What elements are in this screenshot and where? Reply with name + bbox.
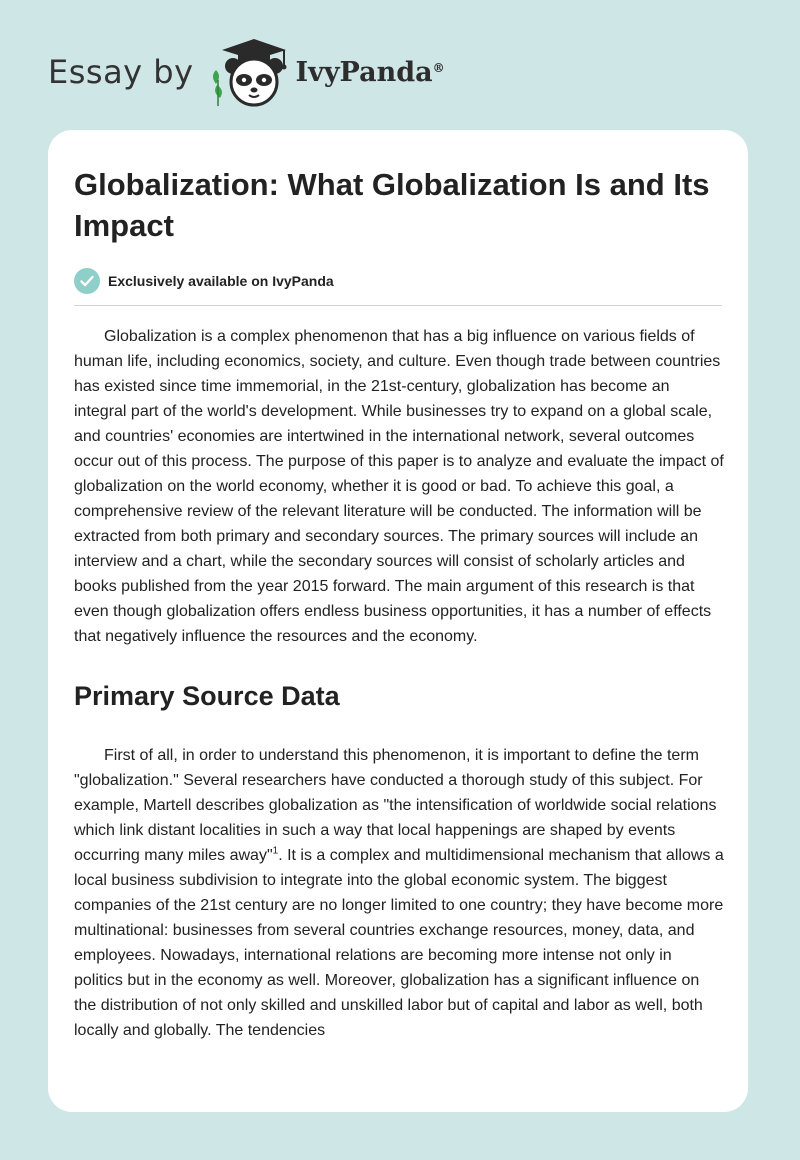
body-paragraph: [74, 743, 724, 1043]
paragraph-text: First of all, in order to understand this phenomenon, it is important to define the term "globalization." Several researchers have conducted a thorough study of this subject. For example, Martell describes globalization as "the intensification of worldwide social relations which link distant localities in such a way that local happenings are shaped by events occurring many miles away": [74, 747, 717, 864]
brand-name: IvyPanda®: [295, 56, 445, 88]
check-icon: [74, 268, 100, 294]
essay-title: Globalization: What Globalization Is and Its Impact: [74, 167, 710, 243]
intro-paragraph: Globalization is a complex phenomenon that has a big influence on various fields of human life, including economics, society, and culture. Even though trade between countries has existed since time immemorial, in the 21st-century, globalization has become an integral part of the world's development. While businesses try to expand on a global scale, and countries' economies are intertwined in the international network, several outcomes occur out of this process. The purpose of this paper is to analyze and evaluate the impact of globalization on the world economy, whether it is good or bad. To achieve this goal, a comprehensive review of the relevant literature will be conducted. The information will be extracted from both primary and secondary sources. The primary sources will include an interview and a chart, while the secondary sources will consist of scholarly articles and books published from the year 2015 forward. The main argument of this research is that even though globalization offers endless business opportunities, it has a number of effects that negatively influence the resources and the economy.: [74, 328, 724, 645]
paragraph-text: . It is a complex and multidimensional mechanism that allows a local business subdivision to integrate into the global economic system. The biggest companies of the 21st century are no longer limited to one country; they have become more multinational: businesses from several countries exchange resources, money, data, and employees. Nowadays, international relations are becoming more intense not only in politics but in the economy as well. Moreover, globalization has a significant influence on the distribution of not only skilled and unskilled labor but of capital and labor as well, both locally and globally. The tendencies: [74, 847, 724, 1039]
divider: [74, 305, 722, 306]
section-heading: Primary Source Data: [74, 681, 340, 711]
registered-mark: ®: [432, 60, 445, 75]
exclusive-badge: [74, 268, 722, 294]
footnote-marker[interactable]: 1: [272, 845, 279, 857]
site-header: [48, 36, 445, 108]
essay-by-label: Essay by: [48, 53, 194, 91]
panda-graduate-icon: [208, 36, 290, 108]
essay-card: [48, 130, 748, 1112]
exclusive-label: Exclusively available on IvyPanda: [108, 273, 334, 289]
